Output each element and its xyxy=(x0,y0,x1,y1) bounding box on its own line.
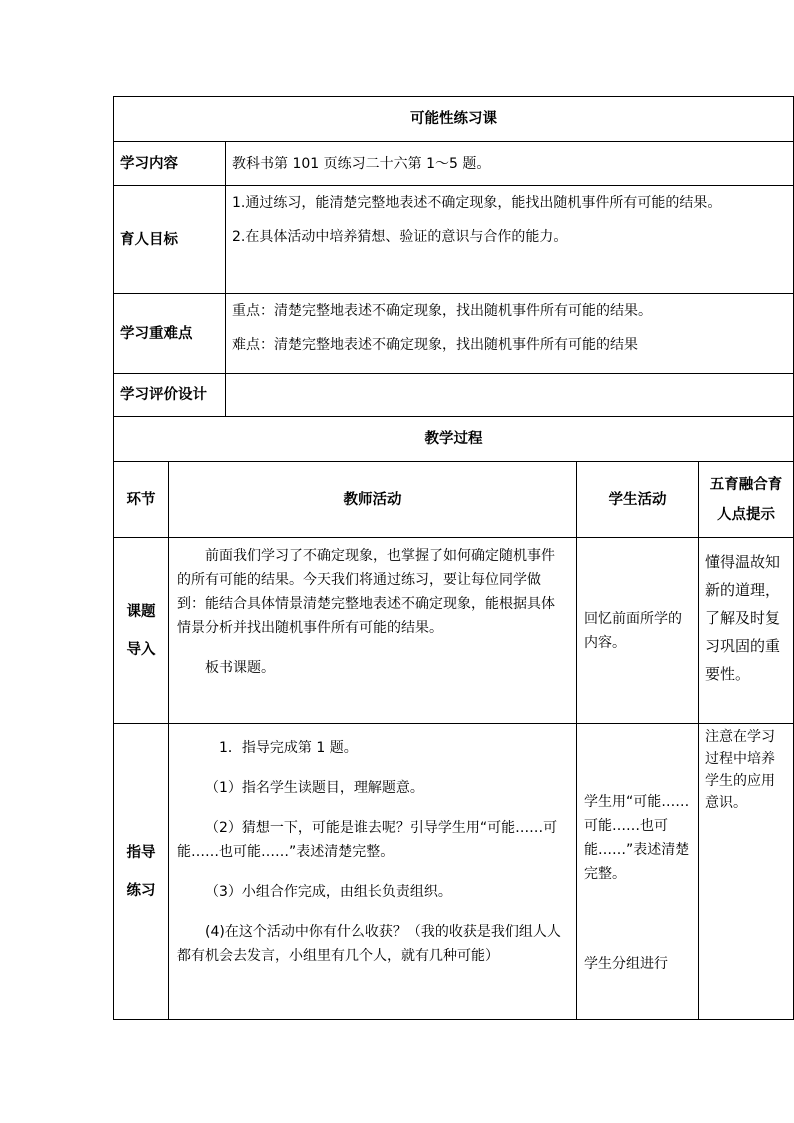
header-student: 学生活动 xyxy=(577,462,699,538)
process-title: 教学过程 xyxy=(114,417,794,462)
student-text: 学生分组进行 xyxy=(584,956,668,972)
header-stage: 环节 xyxy=(114,462,169,538)
page-title: 可能性练习课 xyxy=(114,97,794,142)
teacher-paragraph: （1）指名学生读题目，理解题意。 xyxy=(205,780,424,796)
lesson-plan-table xyxy=(113,96,794,1020)
key-points-content xyxy=(226,294,794,374)
teacher-activity-practice xyxy=(169,724,577,1020)
key-point-item: 重点：清楚完整地表述不确定现象，找出随机事件所有可能的结果。 xyxy=(232,303,652,319)
stage-label: 课题 xyxy=(126,603,156,620)
teacher-paragraph: （2）猜想一下，可能是谁去呢？引导学生用“可能……可能……也可能……”表述清楚完整。 xyxy=(177,820,558,860)
teacher-paragraph: 板书课题。 xyxy=(205,660,275,676)
goals-row xyxy=(114,186,794,294)
header-teacher: 教师活动 xyxy=(169,462,577,538)
stage-label: 练习 xyxy=(126,882,156,899)
stage-practice xyxy=(114,724,169,1020)
header-hint-line: 五育融合育 xyxy=(709,476,783,493)
goal-item: 1.通过练习，能清楚完整地表述不确定现象，能找出随机事件所有可能的结果。 xyxy=(232,195,722,211)
goals-label: 育人目标 xyxy=(114,186,226,294)
evaluation-text xyxy=(226,374,794,417)
hint-practice: 注意在学习过程中培养学生的应用意识。 xyxy=(699,724,794,1020)
stage-intro xyxy=(114,538,169,724)
student-activity-intro: 回忆前面所学的内容。 xyxy=(577,538,699,724)
process-title-row xyxy=(114,417,794,462)
evaluation-row xyxy=(114,374,794,417)
header-row xyxy=(114,462,794,538)
title-row xyxy=(114,97,794,142)
practice-row xyxy=(114,724,794,1020)
student-text: 学生用“可能……可能……也可能……”表述清楚完整。 xyxy=(584,794,690,882)
teacher-paragraph: 1．指导完成第 1 题。 xyxy=(219,740,358,756)
header-hint xyxy=(699,462,794,538)
key-point-item: 难点：清楚完整地表述不确定现象，找出随机事件所有可能的结果 xyxy=(232,337,638,353)
lesson-plan xyxy=(113,96,783,1020)
teacher-paragraph: （3）小组合作完成，由组长负责组织。 xyxy=(205,884,452,900)
student-activity-practice xyxy=(577,724,699,1020)
intro-row xyxy=(114,538,794,724)
teacher-paragraph: 前面我们学习了不确定现象，也掌握了如何确定随机事件的所有可能的结果。今天我们将通过练习，要让每位同学做到：能结合具体情景清楚完整地表述不确定现象，能根据具体情景分析并找出随机事件所有可能的结果。 xyxy=(177,548,555,636)
teacher-activity-intro xyxy=(169,538,577,724)
stage-label: 导入 xyxy=(126,641,156,658)
hint-intro: 懂得温故知新的道理，了解及时复习巩固的重要性。 xyxy=(699,538,794,724)
stage-label: 指导 xyxy=(126,844,156,861)
teacher-paragraph: (4)在这个活动中你有什么收获？（我的收获是我们组人人都有机会去发言，小组里有几个人，就有几种可能） xyxy=(177,924,561,964)
content-label: 学习内容 xyxy=(114,142,226,186)
goal-item: 2.在具体活动中培养猜想、验证的意识与合作的能力。 xyxy=(232,229,568,245)
content-row xyxy=(114,142,794,186)
content-text: 教科书第 101 页练习二十六第 1～5 题。 xyxy=(226,142,794,186)
goals-content xyxy=(226,186,794,294)
key-points-label: 学习重难点 xyxy=(114,294,226,374)
key-points-row xyxy=(114,294,794,374)
evaluation-label: 学习评价设计 xyxy=(114,374,226,417)
header-hint-line: 人点提示 xyxy=(717,506,776,523)
